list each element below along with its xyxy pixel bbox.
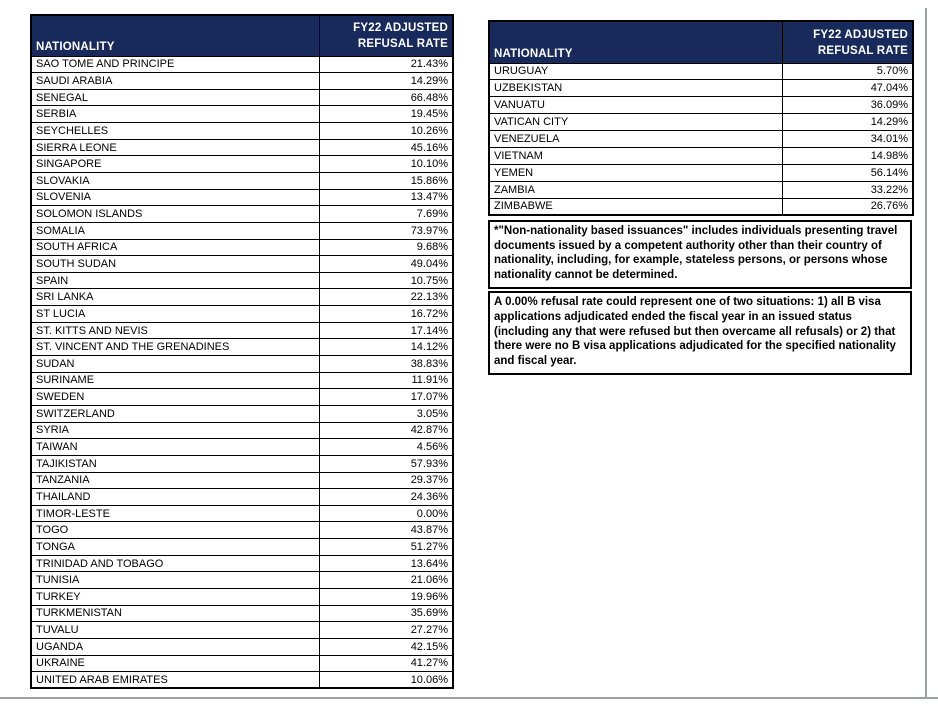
nationality-cell: SOUTH AFRICA	[31, 239, 319, 256]
nationality-cell: SURINAME	[31, 372, 319, 389]
rate-cell: 14.12%	[319, 339, 453, 356]
nationality-cell: TONGA	[31, 539, 319, 556]
rate-cell: 38.83%	[319, 356, 453, 373]
table-row	[31, 172, 453, 189]
rate-cell: 17.14%	[319, 322, 453, 339]
table-row	[31, 539, 453, 556]
table-row	[31, 605, 453, 622]
table-row	[31, 272, 453, 289]
table-row	[31, 206, 453, 223]
nationality-cell: THAILAND	[31, 489, 319, 506]
table-row	[31, 655, 453, 672]
nationality-cell: TIMOR-LESTE	[31, 505, 319, 522]
table-row	[489, 198, 913, 215]
refusal-rate-column-header	[782, 21, 913, 63]
nationality-cell: ZIMBABWE	[489, 198, 782, 215]
rate-cell: 56.14%	[782, 164, 913, 181]
rate-cell: 19.45%	[319, 106, 453, 123]
rate-header-line2: REFUSAL RATE	[817, 44, 908, 57]
table-row	[31, 472, 453, 489]
table-row	[489, 114, 913, 131]
nationality-cell: SOUTH SUDAN	[31, 256, 319, 273]
rate-cell: 24.36%	[319, 489, 453, 506]
nationality-cell: YEMEN	[489, 164, 782, 181]
table-row	[31, 672, 453, 689]
rate-cell: 3.05%	[319, 405, 453, 422]
rate-cell: 14.29%	[782, 114, 913, 131]
nationality-cell: SOLOMON ISLANDS	[31, 206, 319, 223]
nationality-cell: TAIWAN	[31, 439, 319, 456]
table-row	[31, 73, 453, 90]
nationality-cell: SWEDEN	[31, 389, 319, 406]
rate-cell: 57.93%	[319, 455, 453, 472]
nationality-cell: UZBEKISTAN	[489, 80, 782, 97]
table-row	[31, 522, 453, 539]
rate-cell: 34.01%	[782, 131, 913, 148]
rate-cell: 5.70%	[782, 63, 913, 80]
table-row	[489, 63, 913, 80]
nationality-cell: ZAMBIA	[489, 181, 782, 198]
nationality-cell: URUGUAY	[489, 63, 782, 80]
rate-cell: 51.27%	[319, 539, 453, 556]
table-row	[31, 106, 453, 123]
nationality-cell: SENEGAL	[31, 89, 319, 106]
table-row	[489, 164, 913, 181]
table-row	[31, 389, 453, 406]
table-row	[31, 123, 453, 140]
nationality-cell: TOGO	[31, 522, 319, 539]
rate-cell: 10.26%	[319, 123, 453, 140]
nationality-cell: UGANDA	[31, 638, 319, 655]
rate-cell: 47.04%	[782, 80, 913, 97]
refusal-rate-table-right	[488, 20, 912, 375]
page-edge-right	[925, 8, 927, 699]
table-row	[31, 56, 453, 73]
rate-cell: 29.37%	[319, 472, 453, 489]
rate-cell: 17.07%	[319, 389, 453, 406]
nationality-cell: TRINIDAD AND TOBAGO	[31, 555, 319, 572]
nationality-cell: SERBIA	[31, 106, 319, 123]
table-row	[31, 139, 453, 156]
nationality-cell: UNITED ARAB EMIRATES	[31, 672, 319, 689]
rate-cell: 42.15%	[319, 638, 453, 655]
table-row	[489, 147, 913, 164]
nationality-cell: SYRIA	[31, 422, 319, 439]
rate-cell: 27.27%	[319, 622, 453, 639]
rate-cell: 10.06%	[319, 672, 453, 689]
nationality-cell: VATICAN CITY	[489, 114, 782, 131]
rate-cell: 10.10%	[319, 156, 453, 173]
rate-cell: 4.56%	[319, 439, 453, 456]
table-row	[31, 289, 453, 306]
nationality-cell: UKRAINE	[31, 655, 319, 672]
nationality-cell: VIETNAM	[489, 147, 782, 164]
rate-cell: 13.64%	[319, 555, 453, 572]
rate-cell: 35.69%	[319, 605, 453, 622]
rate-cell: 10.75%	[319, 272, 453, 289]
rate-cell: 11.91%	[319, 372, 453, 389]
table-row	[31, 455, 453, 472]
nationality-cell: ST. VINCENT AND THE GRENADINES	[31, 339, 319, 356]
table-row	[31, 372, 453, 389]
rate-cell: 9.68%	[319, 239, 453, 256]
table-row	[31, 156, 453, 173]
rate-cell: 45.16%	[319, 139, 453, 156]
nationality-cell: SINGAPORE	[31, 156, 319, 173]
nationality-cell: VANUATU	[489, 97, 782, 114]
rate-header-line1: FY22 ADJUSTED	[353, 22, 448, 35]
nationality-cell: TAJIKISTAN	[31, 455, 319, 472]
rate-cell: 66.48%	[319, 89, 453, 106]
table-row	[489, 181, 913, 198]
nationality-cell: SLOVAKIA	[31, 172, 319, 189]
nationality-cell: SRI LANKA	[31, 289, 319, 306]
rate-cell: 73.97%	[319, 222, 453, 239]
rate-header-line1: FY22 ADJUSTED	[813, 29, 908, 42]
table-row	[489, 97, 913, 114]
nationality-cell: SOMALIA	[31, 222, 319, 239]
nationality-cell: TUNISIA	[31, 572, 319, 589]
rate-cell: 21.43%	[319, 56, 453, 73]
footnote-zero-refusal-rate: A 0.00% refusal rate could represent one of two situations: 1) all B visa applications adjudicated ended the fiscal year in an issued status (including any that were refused but then overcame all refusals) or 2) that there were no B visa applications adjudicated for the specified nationality and fiscal year.	[488, 291, 912, 375]
nationality-cell: ST. KITTS AND NEVIS	[31, 322, 319, 339]
rate-cell: 14.29%	[319, 73, 453, 90]
nationality-column-header: NATIONALITY	[31, 15, 319, 56]
rate-cell: 21.06%	[319, 572, 453, 589]
table-row	[31, 422, 453, 439]
nationality-cell: SUDAN	[31, 356, 319, 373]
nationality-cell: SEYCHELLES	[31, 123, 319, 140]
rate-cell: 0.00%	[319, 505, 453, 522]
table-row	[31, 555, 453, 572]
nationality-cell: SLOVENIA	[31, 189, 319, 206]
rate-cell: 42.87%	[319, 422, 453, 439]
nationality-cell: TANZANIA	[31, 472, 319, 489]
rate-cell: 15.86%	[319, 172, 453, 189]
rate-cell: 19.96%	[319, 589, 453, 606]
rate-cell: 43.87%	[319, 522, 453, 539]
table-row	[31, 256, 453, 273]
table-row	[489, 131, 913, 148]
nationality-cell: SWITZERLAND	[31, 405, 319, 422]
rate-cell: 49.04%	[319, 256, 453, 273]
rate-cell: 33.22%	[782, 181, 913, 198]
table-row	[31, 489, 453, 506]
table-row	[31, 356, 453, 373]
rate-cell: 13.47%	[319, 189, 453, 206]
table-row	[31, 405, 453, 422]
nationality-cell: ST LUCIA	[31, 306, 319, 323]
table-row	[31, 622, 453, 639]
table-header-row	[31, 15, 453, 56]
rate-cell: 22.13%	[319, 289, 453, 306]
nationality-cell: TUVALU	[31, 622, 319, 639]
nationality-cell: SIERRA LEONE	[31, 139, 319, 156]
table-row	[31, 638, 453, 655]
nationality-cell: SAUDI ARABIA	[31, 73, 319, 90]
table-row	[31, 572, 453, 589]
table-row	[489, 80, 913, 97]
page-edge-bottom	[0, 697, 938, 699]
nationality-cell: SAO TOME AND PRINCIPE	[31, 56, 319, 73]
rate-cell: 14.98%	[782, 147, 913, 164]
table-row	[31, 439, 453, 456]
rate-cell: 36.09%	[782, 97, 913, 114]
table-row	[31, 589, 453, 606]
nationality-cell: TURKEY	[31, 589, 319, 606]
table-row	[31, 189, 453, 206]
footnote-non-nationality-issuances: *"Non-nationality based issuances" includes individuals presenting travel documents issued by a competent authority other than their country of nationality, including, for example, stateless persons, or persons whose nationality cannot be determined.	[488, 220, 912, 289]
table-row	[31, 322, 453, 339]
rate-cell: 26.76%	[782, 198, 913, 215]
nationality-cell: TURKMENISTAN	[31, 605, 319, 622]
nationality-column-header: NATIONALITY	[489, 21, 782, 63]
rate-cell: 41.27%	[319, 655, 453, 672]
table-row	[31, 239, 453, 256]
table-row	[31, 339, 453, 356]
rate-cell: 7.69%	[319, 206, 453, 223]
rate-cell: 16.72%	[319, 306, 453, 323]
table-row	[31, 89, 453, 106]
table-row	[31, 505, 453, 522]
nationality-cell: VENEZUELA	[489, 131, 782, 148]
table-header-row	[489, 21, 913, 63]
table-row	[31, 222, 453, 239]
refusal-rate-table-left	[30, 14, 452, 689]
table-row	[31, 306, 453, 323]
nationality-cell: SPAIN	[31, 272, 319, 289]
rate-header-line2: REFUSAL RATE	[357, 37, 448, 50]
refusal-rate-column-header	[319, 15, 453, 56]
